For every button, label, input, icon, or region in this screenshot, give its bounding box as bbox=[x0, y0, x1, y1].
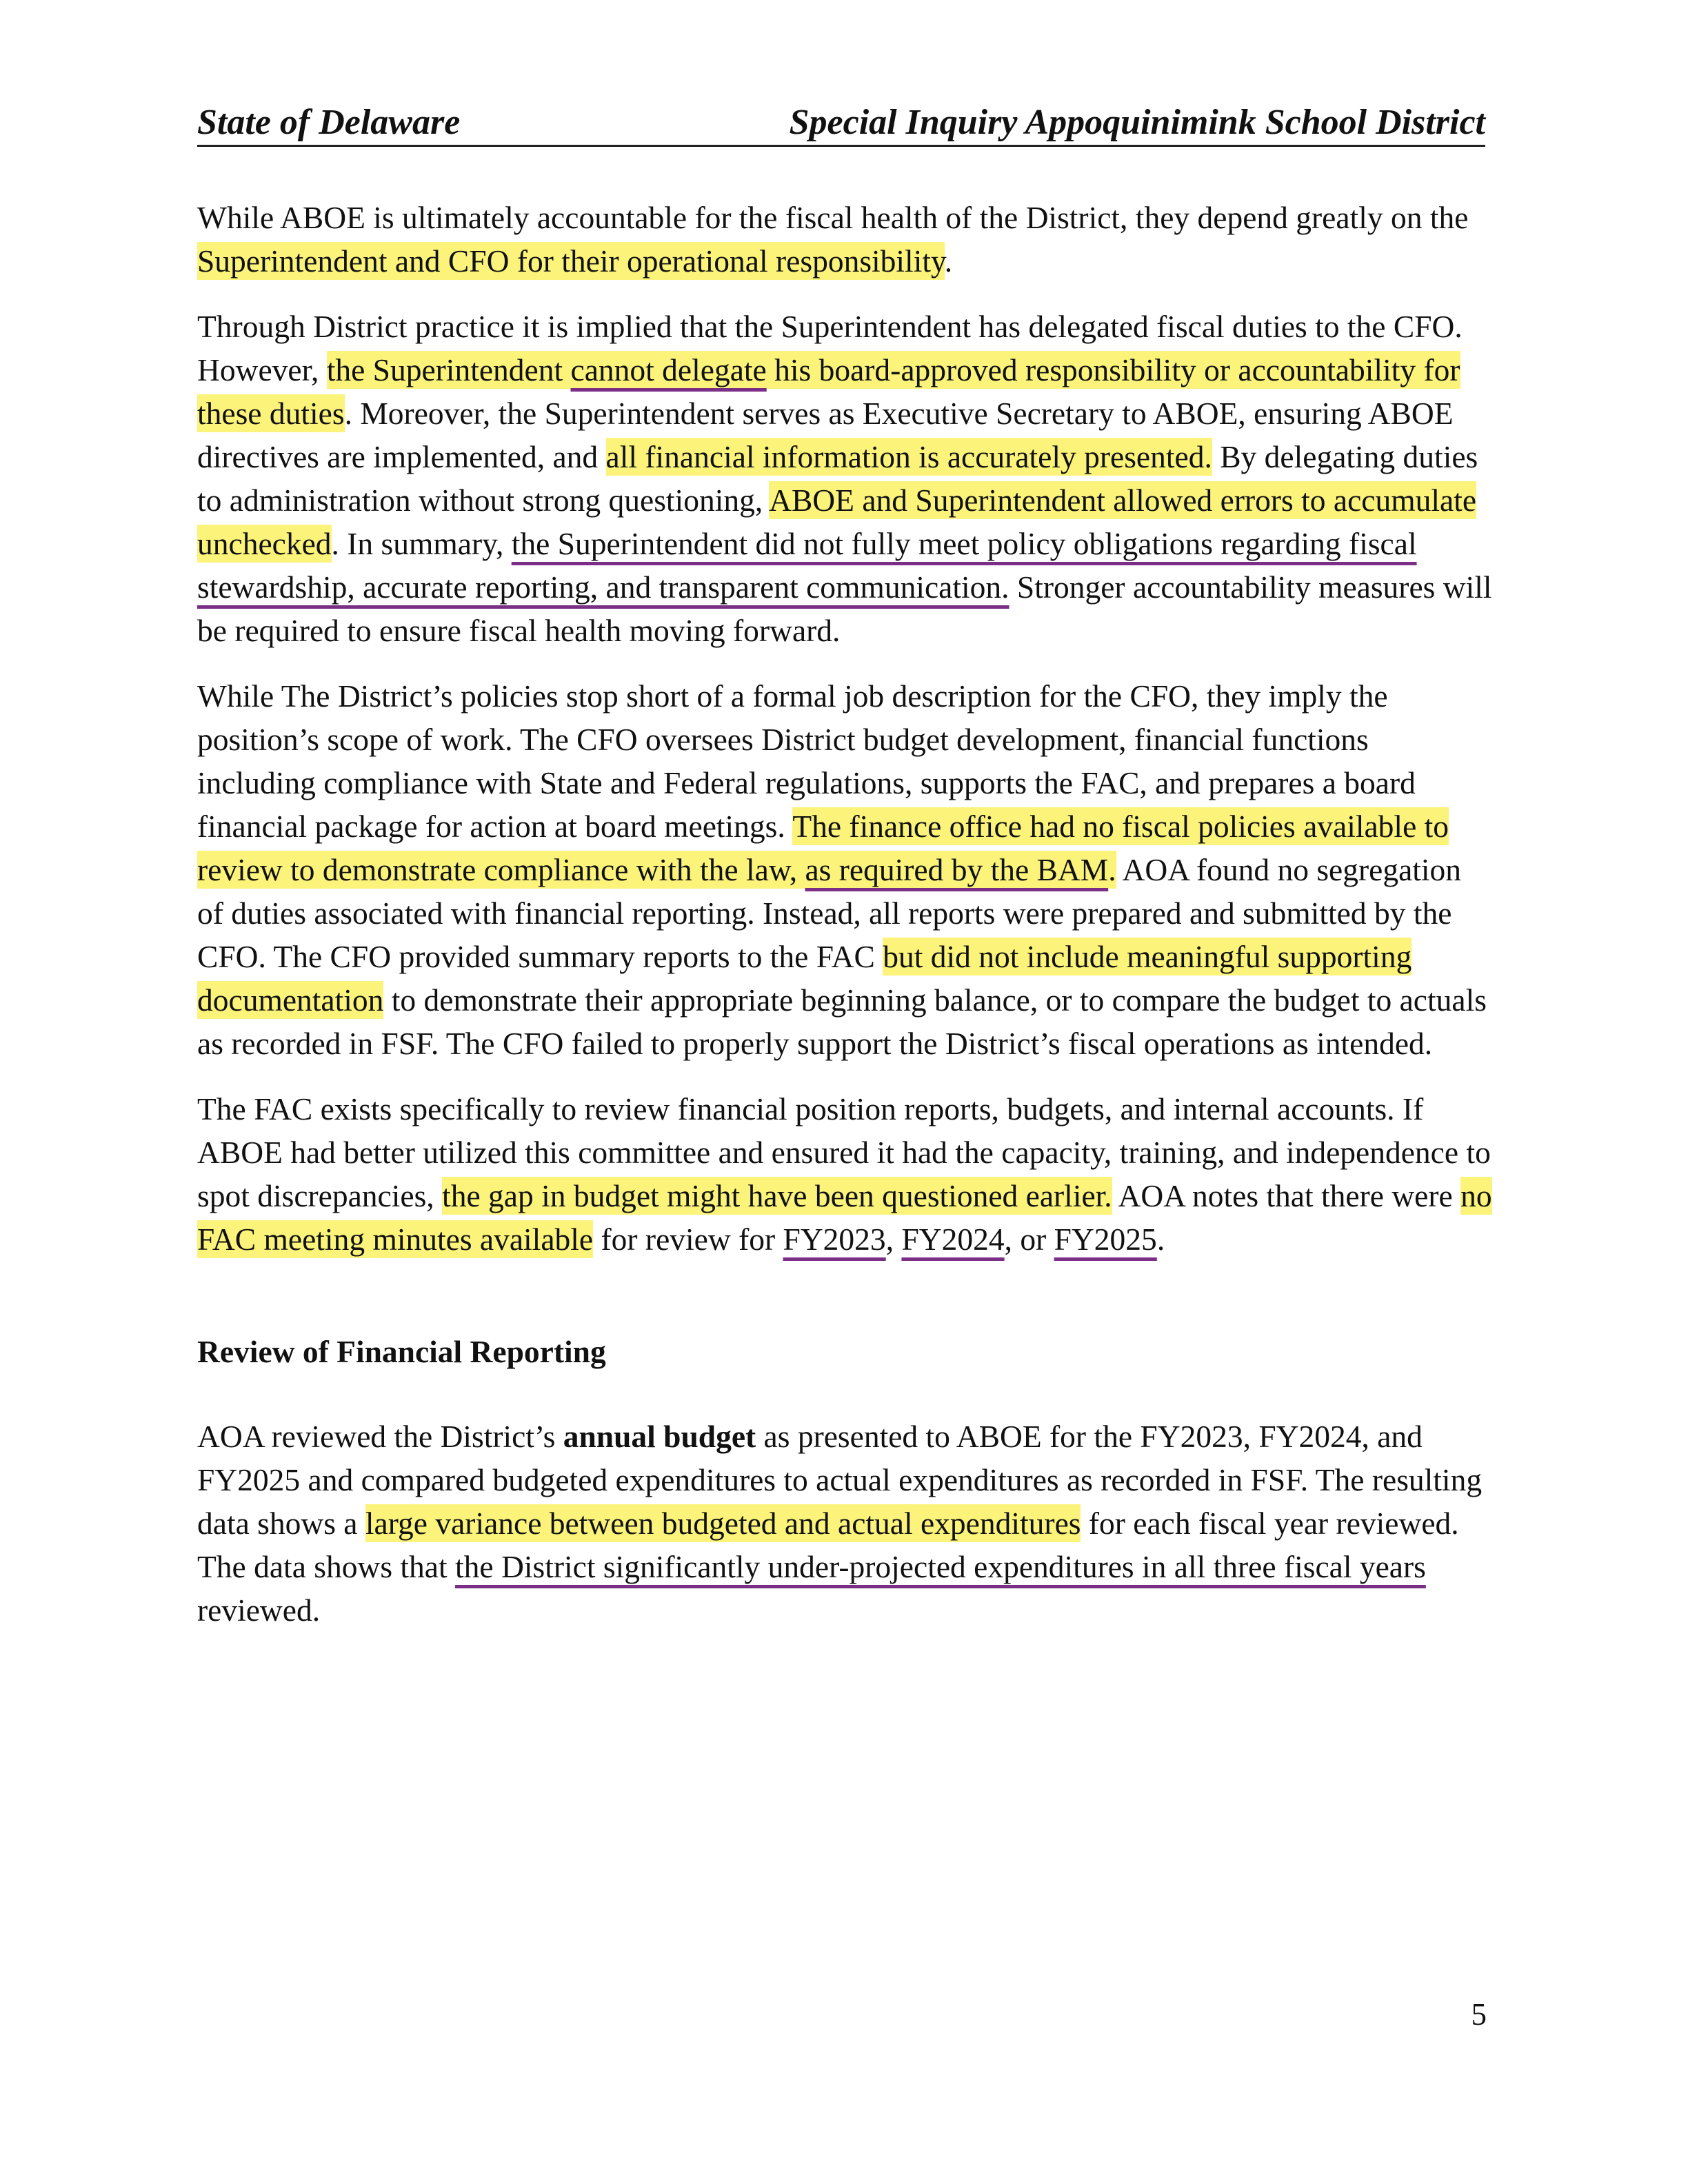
text: for review for bbox=[593, 1222, 783, 1257]
underline: FY2024 bbox=[901, 1222, 1005, 1257]
section-heading: Review of Financial Reporting bbox=[197, 1334, 606, 1369]
page-number: 5 bbox=[1471, 1997, 1487, 2032]
text: The FAC exists specifically to review financial position reports, budgets, and internal accounts. If ABOE had better utilized this committee and ensured it had the capacity, training, and independence to spot discrepancies, bbox=[197, 1091, 1491, 1213]
text: , or bbox=[1004, 1222, 1054, 1257]
text: AOA reviewed the District’s bbox=[197, 1419, 563, 1454]
text: for each fiscal year reviewed. The data shows that bbox=[197, 1506, 1459, 1584]
underline: FY2023 bbox=[783, 1222, 886, 1257]
page-header bbox=[197, 95, 1485, 147]
text: , bbox=[885, 1222, 902, 1257]
highlight-underline: cannot delegate bbox=[570, 352, 767, 387]
text: reviewed. bbox=[197, 1593, 321, 1628]
highlight: the Superintendent bbox=[326, 352, 571, 387]
highlight: large variance between budgeted and actual expenditures bbox=[365, 1506, 1081, 1541]
text: Through District practice it is implied that the Superintendent has delegated fiscal duties to the CFO. However, bbox=[197, 309, 1463, 387]
text: While ABOE is ultimately accountable for the fiscal health of the District, they depend greatly on the bbox=[197, 200, 1469, 235]
highlight: the gap in budget might have been questioned earlier. bbox=[442, 1178, 1112, 1213]
text: AOA found no segregation of duties associated with financial reporting. Instead, all reports were prepared and submitted by the CFO. The CFO provided summary reports to the FAC bbox=[197, 852, 1462, 974]
text: By delegating duties to administration without strong questioning, bbox=[197, 439, 1478, 518]
highlight: his board-approved responsibility or accountability for these duties bbox=[197, 352, 1460, 431]
text: . Moreover, the Superintendent serves as Executive Secretary to ABOE, ensuring ABOE directives are implemented, and bbox=[197, 396, 1454, 474]
text: to demonstrate their appropriate beginning balance, or to compare the budget to actuals as recorded in FSF. The CFO failed to properly support the District’s fiscal operations as intended. bbox=[197, 982, 1487, 1061]
highlight: Superintendent and CFO for their operational responsibility bbox=[197, 243, 945, 279]
highlight: but did not include meaningful supporting documentation bbox=[197, 939, 1412, 1018]
underline: the District significantly under-projected expenditures in all three fiscal years bbox=[455, 1549, 1426, 1584]
highlight: ABOE and Superintendent allowed errors to accumulate unchecked bbox=[197, 483, 1477, 561]
text: While The District’s policies stop short of a formal job description for the CFO, they imply the position’s scope of work. The CFO oversees District budget development, financial functions including compliance with State and Federal regulations, supports the FAC, and prepares a board financial package for action at board meetings. bbox=[197, 678, 1416, 844]
header-state-title: State of Delaware bbox=[197, 103, 461, 142]
highlight-underline: as required by the BAM bbox=[805, 852, 1109, 887]
text: . In summary, bbox=[331, 526, 512, 561]
document-body bbox=[197, 196, 1492, 1654]
highlight: all financial information is accurately presented. bbox=[605, 439, 1212, 474]
text: . bbox=[1156, 1222, 1165, 1257]
paragraph-fac-review bbox=[197, 1087, 1492, 1261]
text: as presented to ABOE for the FY2023, FY2024, and FY2025 and compared budgeted expenditures to actual expenditures as recorded in FSF. The resulting data shows a bbox=[197, 1419, 1483, 1541]
header-report-title: Special Inquiry Appoquinimink School District bbox=[789, 103, 1485, 142]
paragraph-superintendent-delegation bbox=[197, 305, 1492, 652]
highlight: The finance office had no fiscal policies available to review to demonstrate compliance with the law, bbox=[197, 809, 1449, 887]
underline: FY2025 bbox=[1054, 1222, 1157, 1257]
underline: the Superintendent did not fully meet policy obligations regarding fiscal stewardship, accurate reporting, and transparent communication. bbox=[197, 526, 1417, 605]
highlight: no FAC meeting minutes available bbox=[197, 1178, 1492, 1257]
paragraph-aboe-accountability bbox=[197, 196, 1492, 283]
text: AOA notes that there were bbox=[1112, 1178, 1461, 1213]
text: Stronger accountability measures will be required to ensure fiscal health moving forward. bbox=[197, 569, 1492, 648]
text: . bbox=[944, 243, 953, 279]
bold-text: annual budget bbox=[563, 1419, 756, 1454]
paragraph-cfo-scope bbox=[197, 674, 1492, 1065]
paragraph-budget-review bbox=[197, 1415, 1492, 1632]
highlight: . bbox=[1108, 852, 1116, 887]
